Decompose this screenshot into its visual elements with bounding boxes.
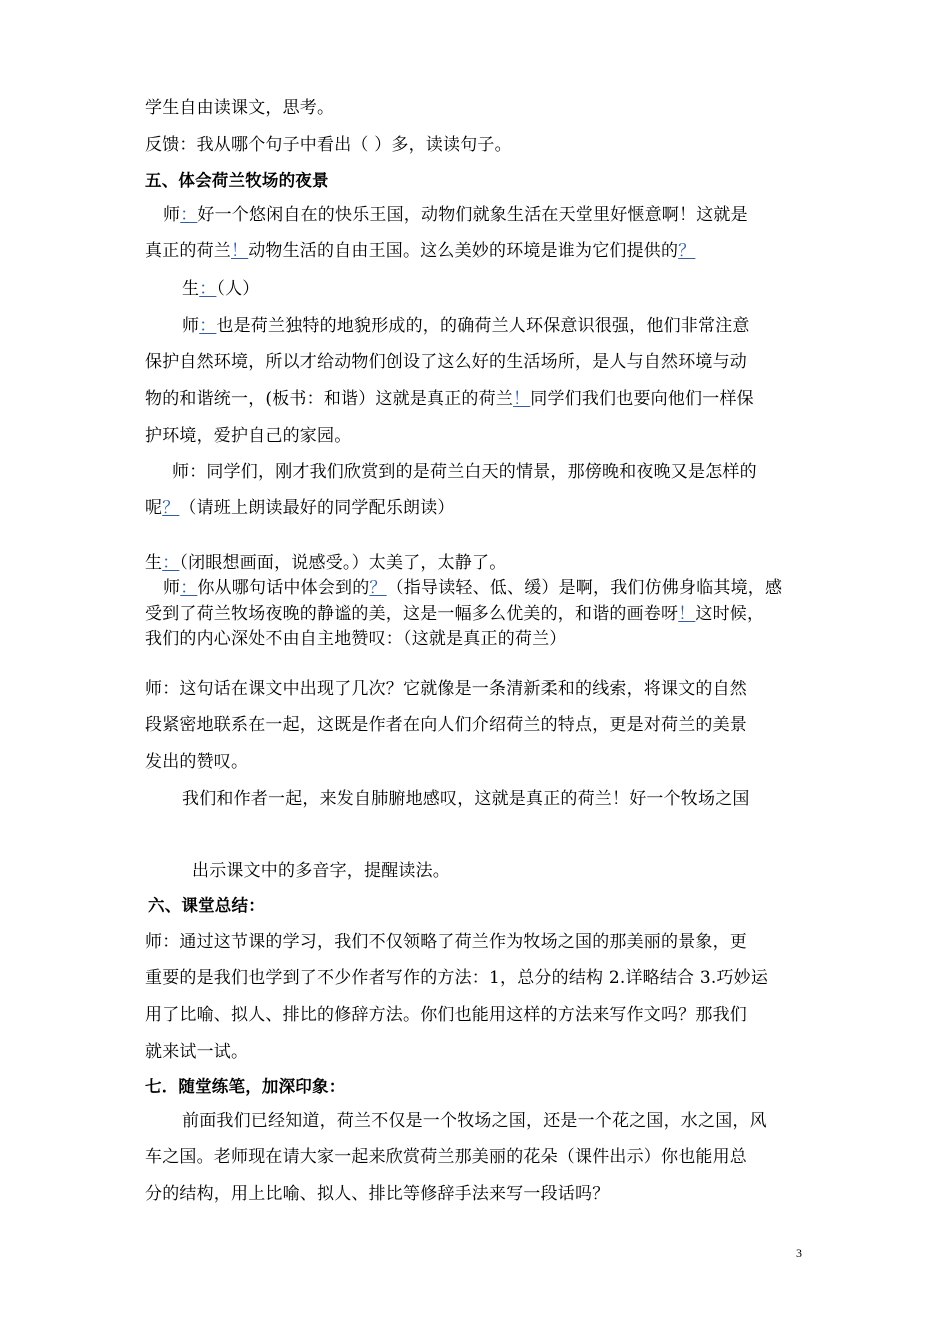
text-run: 师 xyxy=(163,205,181,225)
text-line xyxy=(145,1004,747,1026)
marked-punctuation: ？ xyxy=(678,241,696,261)
text-run: 师 xyxy=(182,316,200,336)
text-line xyxy=(145,1146,747,1168)
text-line xyxy=(145,240,695,262)
text-line xyxy=(182,315,750,337)
text-line xyxy=(145,425,351,447)
page-number: 3 xyxy=(796,1246,802,1260)
text-run: （请班上朗读最好的同学配乐朗读） xyxy=(179,498,455,518)
text-run: 就来试一试。 xyxy=(145,1042,249,1062)
text-line xyxy=(145,603,764,625)
marked-punctuation: ： xyxy=(199,279,217,299)
text-run: 师：通过这节课的学习，我们不仅领略了荷兰作为牧场之国的那美丽的景象，更 xyxy=(145,932,747,952)
text-run: 师 xyxy=(163,578,181,598)
text-line xyxy=(145,1183,609,1205)
text-run: 你从哪句话中体会到的 xyxy=(197,578,370,598)
text-run: 反馈：我从哪个句子中看出（ ）多，读读句子。 xyxy=(145,135,512,155)
text-run: 师：这句话在课文中出现了几次？它就像是一条清新柔和的线索，将课文的自然 xyxy=(145,679,747,699)
text-line xyxy=(145,351,747,373)
text-run: （闭眼想画面，说感受。）太美了，太静了。 xyxy=(179,553,507,573)
text-run: 好一个悠闲自在的快乐王国，动物们就象生活在天堂里好惬意啊！这就是 xyxy=(197,205,748,225)
marked-punctuation: ： xyxy=(180,578,198,598)
marked-punctuation: ： xyxy=(162,553,180,573)
text-line xyxy=(145,134,512,156)
text-run: 真正的荷兰 xyxy=(145,241,231,261)
text-run: 物的和谐统一，(板书：和谐）这就是真正的荷兰 xyxy=(145,389,514,409)
section-heading xyxy=(145,1076,345,1098)
text-line xyxy=(145,751,248,773)
text-run: （人） xyxy=(216,279,260,299)
text-line xyxy=(192,860,450,882)
text-line xyxy=(163,577,782,599)
text-run: 也是荷兰独特的地貌形成的，的确荷兰人环保意识很强，他们非常注意 xyxy=(216,316,750,336)
marked-punctuation: ？ xyxy=(369,578,387,598)
text-run: 生 xyxy=(182,279,200,299)
text-line xyxy=(145,967,768,989)
text-line xyxy=(145,497,455,519)
text-run: 段紧密地联系在一起，这既是作者在向人们介绍荷兰的特点，更是对荷兰的美景 xyxy=(145,715,747,735)
text-line xyxy=(182,1110,767,1132)
text-run: 五、体会荷兰牧场的夜景 xyxy=(145,171,329,190)
text-run: 学生自由读课文，思考。 xyxy=(145,98,335,118)
section-heading xyxy=(145,170,329,192)
section-heading xyxy=(148,895,265,917)
marked-punctuation: ！ xyxy=(678,604,696,624)
text-run: 呢 xyxy=(145,498,163,518)
text-line xyxy=(182,788,750,810)
text-run: 保护自然环境，所以才给动物们创设了这么好的生活场所，是人与自然环境与动 xyxy=(145,352,747,372)
text-line xyxy=(145,678,747,700)
marked-punctuation: ？ xyxy=(162,498,180,518)
text-line xyxy=(145,552,506,574)
text-run: 生 xyxy=(145,553,163,573)
text-run: 重要的是我们也学到了不少作者写作的方法：1，总分的结构 2.详略结合 3.巧妙运 xyxy=(145,968,769,988)
text-line xyxy=(145,714,747,736)
text-line xyxy=(145,931,747,953)
text-run: 分的结构，用上比喻、拟人、排比等修辞手法来写一段话吗？ xyxy=(145,1184,610,1204)
text-run: 这时候， xyxy=(695,604,765,624)
text-run: 动物生活的自由王国。这么美妙的环境是谁为它们提供的 xyxy=(248,241,679,261)
text-run: 发出的赞叹。 xyxy=(145,752,249,772)
text-run: 七．随堂练笔，加深印象： xyxy=(145,1077,346,1096)
text-line xyxy=(145,1041,248,1063)
text-run: 前面我们已经知道，荷兰不仅是一个牧场之国，还是一个花之国，水之国，风 xyxy=(182,1111,767,1131)
text-run: （指导读轻、低、缓）是啊，我们仿佛身临其境，感 xyxy=(386,578,783,598)
marked-punctuation: ！ xyxy=(513,389,531,409)
marked-punctuation: ： xyxy=(180,205,198,225)
text-run: 我们和作者一起，来发自肺腑地感叹，这就是真正的荷兰！好一个牧场之国 xyxy=(182,789,750,809)
text-run: 同学们我们也要向他们一样保 xyxy=(530,389,754,409)
text-line xyxy=(163,204,748,226)
text-run: 受到了荷兰牧场夜晚的静谧的美，这是一幅多么优美的，和谐的画卷呀 xyxy=(145,604,679,624)
text-line xyxy=(145,628,567,650)
text-line xyxy=(145,97,334,119)
text-run: 护环境，爱护自己的家园。 xyxy=(145,426,352,446)
marked-punctuation: ！ xyxy=(231,241,249,261)
text-run: 车之国。老师现在请大家一起来欣赏荷兰那美丽的花朵（课件出示）你也能用总 xyxy=(145,1147,747,1167)
marked-punctuation: ： xyxy=(199,316,217,336)
text-run: 用了比喻、拟人、排比的修辞方法。你们也能用这样的方法来写作文吗？那我们 xyxy=(145,1005,747,1025)
text-run: 六、课堂总结： xyxy=(148,896,265,915)
text-run: 出示课文中的多音字，提醒读法。 xyxy=(192,861,450,881)
text-line xyxy=(145,388,754,410)
text-line xyxy=(182,278,260,300)
text-line xyxy=(172,461,757,483)
text-run: 师：同学们，刚才我们欣赏到的是荷兰白天的情景，那傍晚和夜晚又是怎样的 xyxy=(172,462,757,482)
text-run: 我们的内心深处不由自主地赞叹：（这就是真正的荷兰） xyxy=(145,629,567,649)
